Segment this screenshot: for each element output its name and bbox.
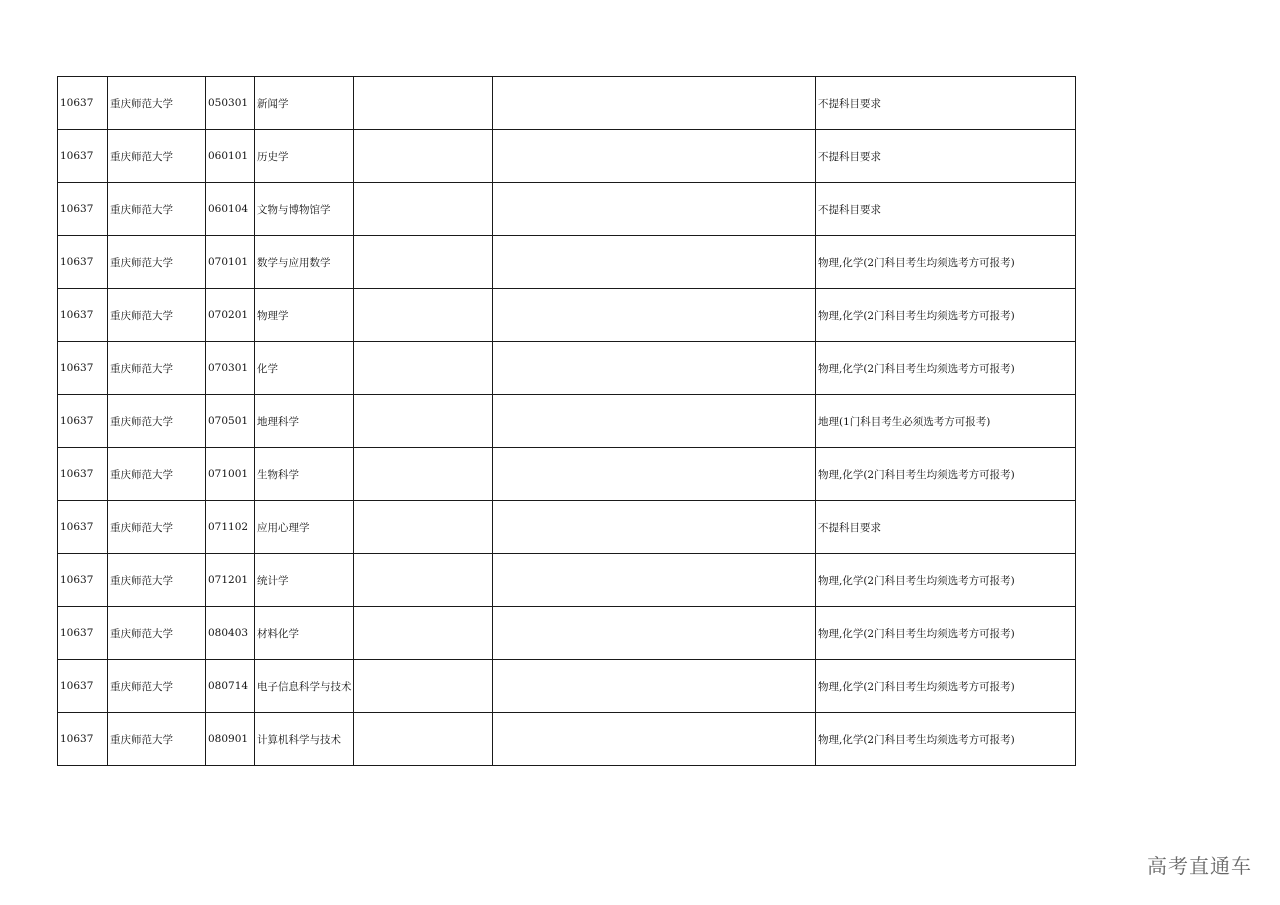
school-name-cell: 重庆师范大学: [108, 501, 206, 554]
subject-requirement-cell: 地理(1门科目考生必须选考方可报考): [816, 395, 1076, 448]
major-code-cell: 070101: [206, 236, 255, 289]
subject-requirement-cell: 物理,化学(2门科目考生均须选考方可报考): [816, 554, 1076, 607]
blank-cell: [493, 236, 816, 289]
blank-cell: [354, 342, 493, 395]
table-row: [58, 448, 1076, 501]
major-name-cell: 应用心理学: [255, 501, 354, 554]
subject-requirement-cell: 不提科目要求: [816, 501, 1076, 554]
blank-cell: [354, 501, 493, 554]
blank-cell: [493, 130, 816, 183]
major-name-cell: 计算机科学与技术: [255, 713, 354, 766]
school-code-cell: 10637: [58, 607, 108, 660]
table-row: [58, 395, 1076, 448]
major-name-cell: 新闻学: [255, 77, 354, 130]
school-name-cell: 重庆师范大学: [108, 713, 206, 766]
table-row: [58, 342, 1076, 395]
subject-requirement-cell: 不提科目要求: [816, 183, 1076, 236]
major-name-cell: 生物科学: [255, 448, 354, 501]
blank-cell: [493, 501, 816, 554]
school-name-cell: 重庆师范大学: [108, 342, 206, 395]
subject-requirement-cell: 物理,化学(2门科目考生均须选考方可报考): [816, 236, 1076, 289]
school-code-cell: 10637: [58, 236, 108, 289]
blank-cell: [493, 554, 816, 607]
blank-cell: [354, 236, 493, 289]
school-code-cell: 10637: [58, 183, 108, 236]
major-code-cell: 070301: [206, 342, 255, 395]
major-name-cell: 数学与应用数学: [255, 236, 354, 289]
blank-cell: [493, 607, 816, 660]
blank-cell: [354, 77, 493, 130]
blank-cell: [354, 183, 493, 236]
blank-cell: [493, 395, 816, 448]
major-code-cell: 070201: [206, 289, 255, 342]
table-row: [58, 130, 1076, 183]
blank-cell: [354, 130, 493, 183]
subject-requirement-cell: 物理,化学(2门科目考生均须选考方可报考): [816, 289, 1076, 342]
table-body: [58, 77, 1076, 766]
table-row: [58, 554, 1076, 607]
blank-cell: [354, 660, 493, 713]
table-row: [58, 77, 1076, 130]
table-row: [58, 607, 1076, 660]
school-code-cell: 10637: [58, 713, 108, 766]
blank-cell: [493, 448, 816, 501]
school-name-cell: 重庆师范大学: [108, 660, 206, 713]
major-code-cell: 071001: [206, 448, 255, 501]
major-code-cell: 060104: [206, 183, 255, 236]
blank-cell: [354, 448, 493, 501]
school-name-cell: 重庆师范大学: [108, 236, 206, 289]
table-row: [58, 236, 1076, 289]
subject-requirement-cell: 物理,化学(2门科目考生均须选考方可报考): [816, 607, 1076, 660]
major-code-cell: 060101: [206, 130, 255, 183]
major-code-cell: 080714: [206, 660, 255, 713]
blank-cell: [493, 713, 816, 766]
subject-requirement-cell: 物理,化学(2门科目考生均须选考方可报考): [816, 448, 1076, 501]
school-name-cell: 重庆师范大学: [108, 448, 206, 501]
school-code-cell: 10637: [58, 342, 108, 395]
blank-cell: [493, 77, 816, 130]
school-code-cell: 10637: [58, 130, 108, 183]
major-name-cell: 统计学: [255, 554, 354, 607]
school-name-cell: 重庆师范大学: [108, 554, 206, 607]
blank-cell: [493, 183, 816, 236]
subject-requirement-cell: 物理,化学(2门科目考生均须选考方可报考): [816, 342, 1076, 395]
blank-cell: [354, 713, 493, 766]
subject-requirement-cell: 物理,化学(2门科目考生均须选考方可报考): [816, 660, 1076, 713]
major-code-cell: 080901: [206, 713, 255, 766]
school-code-cell: 10637: [58, 660, 108, 713]
school-code-cell: 10637: [58, 501, 108, 554]
major-code-cell: 050301: [206, 77, 255, 130]
watermark-text: 高考直通车: [1147, 854, 1252, 878]
school-code-cell: 10637: [58, 448, 108, 501]
major-name-cell: 电子信息科学与技术: [255, 660, 354, 713]
blank-cell: [354, 554, 493, 607]
major-name-cell: 材料化学: [255, 607, 354, 660]
major-name-cell: 化学: [255, 342, 354, 395]
table-row: [58, 660, 1076, 713]
major-name-cell: 文物与博物馆学: [255, 183, 354, 236]
table-row: [58, 183, 1076, 236]
school-name-cell: 重庆师范大学: [108, 395, 206, 448]
major-code-cell: 071102: [206, 501, 255, 554]
major-code-cell: 080403: [206, 607, 255, 660]
major-name-cell: 地理科学: [255, 395, 354, 448]
table-row: [58, 289, 1076, 342]
major-code-cell: 070501: [206, 395, 255, 448]
blank-cell: [493, 660, 816, 713]
subject-requirement-cell: 不提科目要求: [816, 130, 1076, 183]
school-code-cell: 10637: [58, 77, 108, 130]
major-name-cell: 物理学: [255, 289, 354, 342]
school-name-cell: 重庆师范大学: [108, 289, 206, 342]
school-code-cell: 10637: [58, 289, 108, 342]
school-name-cell: 重庆师范大学: [108, 607, 206, 660]
blank-cell: [493, 342, 816, 395]
major-code-cell: 071201: [206, 554, 255, 607]
table-row: [58, 713, 1076, 766]
blank-cell: [493, 289, 816, 342]
school-code-cell: 10637: [58, 554, 108, 607]
table-row: [58, 501, 1076, 554]
school-name-cell: 重庆师范大学: [108, 77, 206, 130]
school-name-cell: 重庆师范大学: [108, 130, 206, 183]
major-name-cell: 历史学: [255, 130, 354, 183]
blank-cell: [354, 395, 493, 448]
subject-requirement-cell: 物理,化学(2门科目考生均须选考方可报考): [816, 713, 1076, 766]
subject-requirement-cell: 不提科目要求: [816, 77, 1076, 130]
blank-cell: [354, 607, 493, 660]
subject-requirements-table: [57, 76, 1076, 766]
blank-cell: [354, 289, 493, 342]
school-name-cell: 重庆师范大学: [108, 183, 206, 236]
school-code-cell: 10637: [58, 395, 108, 448]
